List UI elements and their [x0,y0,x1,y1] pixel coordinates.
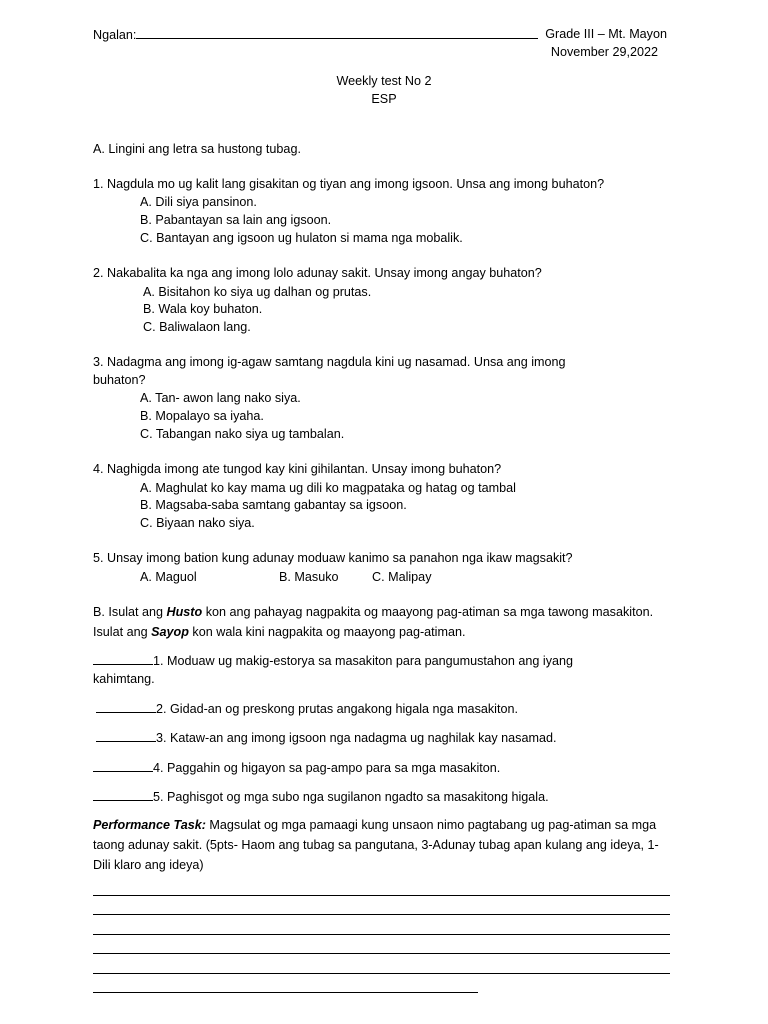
question-3-cont: buhaton? [93,373,146,387]
question-2-option-a[interactable]: A. Bisitahon ko siya ug dalhan og prutas. [143,285,372,299]
question-4-option-c[interactable]: C. Biyaan nako siya. [140,516,255,530]
part-b-item-4 [93,759,500,777]
question-5-option-b[interactable]: B. Masuko [279,570,339,584]
part-b-intro-text: kon ang pahayag nagpakita og maayong pag-atiman sa mga tawong masakiton. Isulat ang [93,605,654,639]
part-b-intro-text: kon wala kini nagpakita og maayong pag-atiman. [188,625,466,639]
header-row [93,26,667,44]
answer-blank[interactable] [93,652,153,665]
answer-line[interactable] [93,895,670,896]
part-b-item-text: 3. Kataw-an ang imong igsoon nga nadagma ug naghilak kay nasamad. [156,731,557,745]
question-5-option-c[interactable]: C. Malipay [372,570,432,584]
question-4: 4. Naghigda imong ate tungod kay kini gihilantan. Unsay imong buhaton? [93,462,502,476]
question-2: 2. Nakabalita ka nga ang imong lolo adunay sakit. Unsay imong angay buhaton? [93,266,542,280]
question-2-option-b[interactable]: B. Wala koy buhaton. [143,302,263,316]
subject-title: ESP [371,92,397,106]
answer-line[interactable] [93,953,670,954]
answer-line[interactable] [93,973,670,974]
question-4-option-a[interactable]: A. Maghulat ko kay mama ug dili ko magpataka og hatag og tambal [140,481,516,495]
answer-line[interactable] [93,914,670,915]
answer-blank[interactable] [93,759,153,772]
performance-task-label: Performance Task: [93,818,206,832]
part-b-item-text: 4. Paggahin og higayon sa pag-ampo para sa mga masakiton. [153,761,501,775]
question-3: 3. Nadagma ang imong ig-agaw samtang nagdula kini ug nasamad. Unsa ang imong [93,355,566,369]
question-4-option-b[interactable]: B. Magsaba-saba samtang gabantay sa igsoon. [140,498,407,512]
name-label: Ngalan: [93,28,137,42]
question-1-option-c[interactable]: C. Bantayan ang igsoon ug hulaton si mama nga mobalik. [140,231,463,245]
answer-line[interactable] [93,992,478,993]
question-5-option-a[interactable]: A. Maguol [140,570,197,584]
husto-keyword: Husto [166,605,203,619]
name-blank-line[interactable] [136,26,538,39]
part-b-item-text: 2. Gidad-an og preskong prutas angakong higala nga masakiton. [156,702,518,716]
date: November 29,2022 [550,45,658,59]
part-b-item-5 [93,788,549,806]
question-1-option-b[interactable]: B. Pabantayan sa lain ang igsoon. [140,213,332,227]
part-b-item-1 [93,652,573,670]
performance-task [93,815,673,875]
question-2-option-c[interactable]: C. Baliwalaon lang. [143,320,251,334]
answer-blank[interactable] [96,700,156,713]
answer-blank[interactable] [96,729,156,742]
part-b-intro-text: B. Isulat ang [93,605,167,619]
part-b-item-1-cont: kahimtang. [93,672,155,686]
question-5: 5. Unsay imong bation kung adunay moduaw kanimo sa panahon nga ikaw magsakit? [93,551,573,565]
part-b-item-text: 1. Moduaw ug makig-estorya sa masakiton para pangumustahon ang iyang [153,654,574,668]
grade-section: Grade III – Mt. Mayon [545,27,667,41]
performance-task-text: Magsulat og mga pamaagi kung unsaon nimo pagtabang ug pag-atiman sa mga taong adunay sakit. (5pts- Haom ang tubag sa pangutana, 3-Adunay tubag apan kulang ang ideya, 1-Dili klaro ang ideya) [93,818,659,872]
test-title: Weekly test No 2 [336,74,432,88]
question-1: 1. Nagdula mo ug kalit lang gisakitan og tiyan ang imong igsoon. Unsa ang imong buhaton? [93,177,605,191]
part-b-instruction [93,602,673,642]
part-b-item-text: 5. Paghisgot og mga subo nga sugilanon ngadto sa masakitong higala. [153,790,549,804]
part-b-item-2 [96,700,518,718]
question-3-option-a[interactable]: A. Tan- awon lang nako siya. [140,391,301,405]
question-1-option-a[interactable]: A. Dili siya pansinon. [140,195,257,209]
part-a-instruction: A. Lingini ang letra sa hustong tubag. [93,142,301,156]
question-3-option-b[interactable]: B. Mopalayo sa iyaha. [140,409,264,423]
question-3-option-c[interactable]: C. Tabangan nako siya ug tambalan. [140,427,345,441]
part-b-item-3 [96,729,556,747]
answer-blank[interactable] [93,788,153,801]
sayop-keyword: Sayop [151,625,189,639]
answer-line[interactable] [93,934,670,935]
